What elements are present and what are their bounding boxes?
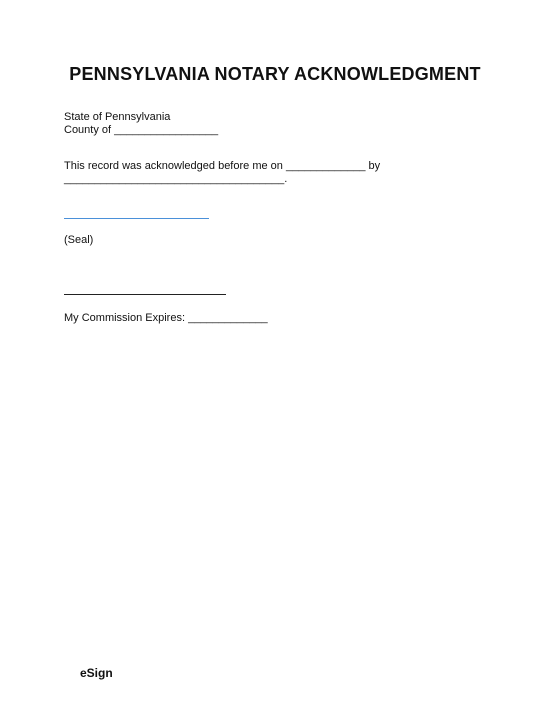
notary-signature-line <box>64 218 209 219</box>
county-line: County of _________________ <box>64 124 219 136</box>
esign-logo: eSign <box>80 666 113 680</box>
seal-label: (Seal) <box>64 234 94 246</box>
notary-name-line <box>64 294 226 295</box>
commission-expires-line: My Commission Expires: _____________ <box>64 312 268 324</box>
state-line: State of Pennsylvania <box>64 111 171 123</box>
record-line-2: ____________________________________. <box>64 173 288 185</box>
document-title: PENNSYLVANIA NOTARY ACKNOWLEDGMENT <box>69 64 481 84</box>
record-line-1: This record was acknowledged before me on _____________ by <box>64 160 381 172</box>
